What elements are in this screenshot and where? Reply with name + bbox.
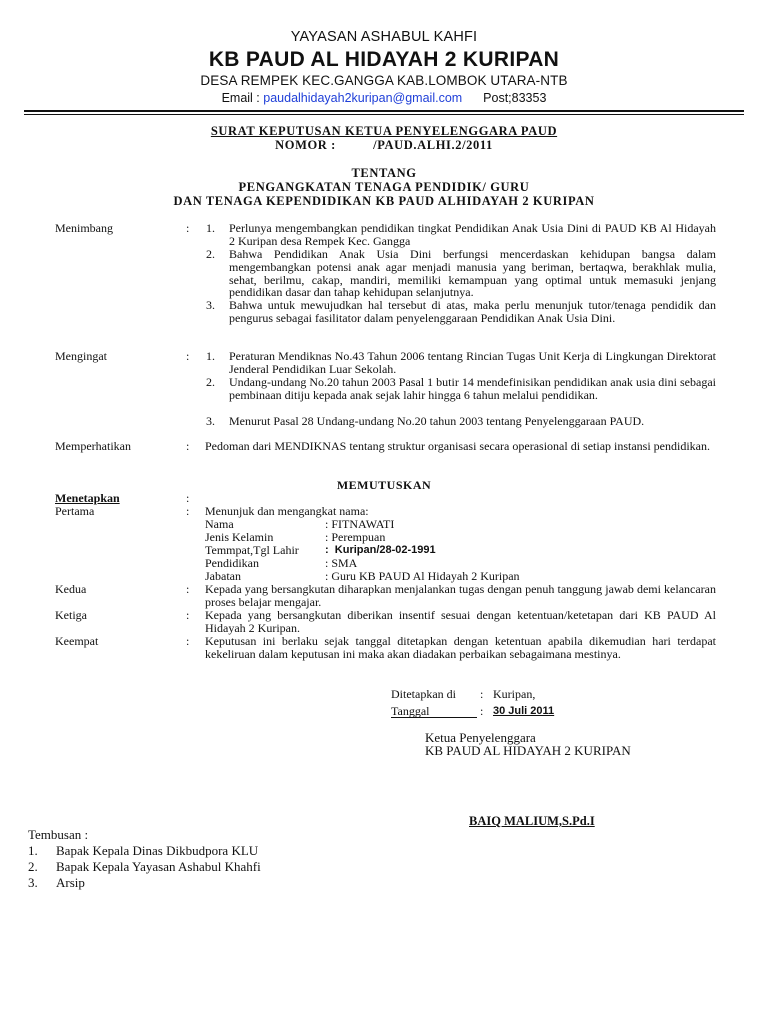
field-label: Pendidikan xyxy=(205,556,259,570)
letterhead-rule-thin xyxy=(24,114,744,115)
appointment-intro: Menunjuk dan mengangkat nama: xyxy=(205,504,369,518)
pertama-label: Pertama xyxy=(55,504,95,518)
colon: : xyxy=(186,349,190,363)
colon: : xyxy=(186,634,190,648)
letterhead-rule-thick xyxy=(24,110,744,112)
email-address: paudalhidayah2kuripan@gmail.com xyxy=(263,91,463,105)
field-value: : FITNAWATI xyxy=(325,517,395,531)
colon: : xyxy=(186,582,190,596)
kedua-label: Kedua xyxy=(55,582,87,596)
list-number: 1. xyxy=(28,843,38,858)
colon: : xyxy=(186,608,190,622)
email-label: Email : xyxy=(221,91,260,105)
list-number: 3. xyxy=(206,298,215,312)
colon: : xyxy=(480,704,484,718)
tembusan-item: Bapak Kepala Yayasan Ashabul Khahfi xyxy=(56,859,261,874)
tanggal-line xyxy=(391,705,477,718)
foundation-name: YAYASAN ASHABUL KAHFI xyxy=(290,29,478,45)
decree-about: TENTANG xyxy=(351,166,417,180)
tanggal-value: 30 Juli 2011 xyxy=(493,705,555,717)
menimbang-label: Menimbang xyxy=(55,221,113,235)
decree-subject-1: PENGANGKATAN TENAGA PENDIDIK/ GURU xyxy=(238,180,530,194)
list-number: 3. xyxy=(206,414,215,428)
tembusan-item: Arsip xyxy=(56,875,85,890)
list-number: 2. xyxy=(206,247,215,261)
keempat-label: Keempat xyxy=(55,634,99,648)
tembusan-label: Tembusan : xyxy=(28,827,89,842)
colon: : xyxy=(186,504,190,518)
mengingat-label: Mengingat xyxy=(55,349,107,363)
field-value: : SMA xyxy=(325,556,358,570)
menimbang-item: Bahwa untuk mewujudkan hal tersebut di atas, maka perlu menunjuk tutor/tenaga pendidik dan pengurus sebagai fasilitator dalam penyelenggaraan Pendidikan Anak Usia Dini. xyxy=(229,298,716,325)
field-label: Jabatan xyxy=(205,569,241,583)
field-label: Nama xyxy=(205,517,234,531)
mengingat-item: Undang-undang No.20 tahun 2003 Pasal 1 butir 14 mendefinisikan pendidikan anak usia dini sebagai pembinaan ditiju kepada anak sejak lahir hingga 6 tahun melalui pendidikan. xyxy=(229,375,716,402)
school-address: DESA REMPEK KEC.GANGGA KAB.LOMBOK UTARA-NTB xyxy=(200,73,568,88)
menimbang-item: Perlunya mengembangkan pendidikan tingkat Pendidikan Anak Usia Dini di PAUD KB Al Hidayah 2 Kuripan desa Rempek Kec. Gangga xyxy=(229,221,716,248)
tanggal-label: Tanggal xyxy=(391,704,430,718)
decree-number: NOMOR : /PAUD.ALHI.2/2011 xyxy=(275,138,493,152)
ketiga-label: Ketiga xyxy=(55,608,87,622)
contact-line xyxy=(0,91,768,105)
field-value: : Kuripan/28-02-1991 xyxy=(325,544,436,556)
kedua-text: Kepada yang bersangkutan diharapkan menjalankan tugas dengan penuh tanggung jawab demi kelancaran proses belajar mengajar. xyxy=(205,582,716,609)
memutuskan-heading: MEMUTUSKAN xyxy=(336,478,432,492)
tembusan-item: Bapak Kepala Dinas Dikbudpora KLU xyxy=(56,843,259,858)
field-label: Temmpat,Tgl Lahir xyxy=(205,543,299,557)
decree-title: SURAT KEPUTUSAN KETUA PENYELENGGARA PAUD xyxy=(210,124,558,138)
decree-subject-2: DAN TENAGA KEPENDIDIKAN KB PAUD ALHIDAYAH 2 KURIPAN xyxy=(173,194,595,208)
keempat-text: Keputusan ini berlaku sejak tanggal ditetapkan dengan ketentuan apabila dikemudian hari terdapat kekeliruan dalam keputusan ini maka akan diadakan perbaikan sebagaimana mestinya. xyxy=(205,634,716,661)
list-number: 2. xyxy=(206,375,215,389)
colon: : xyxy=(480,687,484,701)
field-label: Jenis Kelamin xyxy=(205,530,274,544)
menimbang-item: Bahwa Pendidikan Anak Usia Dini berfungsi mencerdaskan kehidupan bangsa dalam mengembangkan potensi anak agar menjadi manusia yang beriman, bertaqwa, berakhlak mulia, sehat, berilmu, cakap, mandiri, memiliki kemampuan yang optimal untuk memasuki jenjang pendidikan dasar dan tahap kehidupan selanjutnya. xyxy=(229,247,716,300)
menetapkan-label: Menetapkan xyxy=(55,491,120,505)
mengingat-item: Menurut Pasal 28 Undang-undang No.20 tahun 2003 tentang Penyelenggaraan PAUD. xyxy=(229,414,645,428)
colon: : xyxy=(186,439,190,453)
ditetapkan-label: Ditetapkan di xyxy=(391,687,456,701)
list-number: 1. xyxy=(206,349,215,363)
list-number: 1. xyxy=(206,221,215,235)
ketiga-text: Kepada yang bersangkutan diberikan insentif sesuai dengan ketentuan/ketetapan dari KB PAUD Al Hidayah 2 Kuripan. xyxy=(205,608,716,635)
ditetapkan-value: Kuripan, xyxy=(493,687,536,701)
list-number: 3. xyxy=(28,875,38,890)
memperhatikan-text: Pedoman dari MENDIKNAS tentang struktur organisasi secara operasional di setiap instansi pendidikan. xyxy=(205,439,711,453)
colon: : xyxy=(186,491,190,505)
memperhatikan-label: Memperhatikan xyxy=(55,439,131,453)
signatory-org: KB PAUD AL HIDAYAH 2 KURIPAN xyxy=(425,743,631,758)
colon: : xyxy=(186,221,190,235)
mengingat-item: Peraturan Mendiknas No.43 Tahun 2006 tentang Rincian Tugas Unit Kerja di Lingkungan Direktorat Jenderal Pendidikan Luar Sekolah. xyxy=(229,349,716,376)
signatory-name: BAIQ MALIUM,S.Pd.I xyxy=(469,814,595,828)
field-value: : Perempuan xyxy=(325,530,386,544)
signatory-role: Ketua Penyelenggara xyxy=(425,730,536,745)
postal-code: Post;83353 xyxy=(483,91,547,105)
list-number: 2. xyxy=(28,859,38,874)
field-value: : Guru KB PAUD Al Hidayah 2 Kuripan xyxy=(325,569,520,583)
school-name: KB PAUD AL HIDAYAH 2 KURIPAN xyxy=(208,48,560,71)
